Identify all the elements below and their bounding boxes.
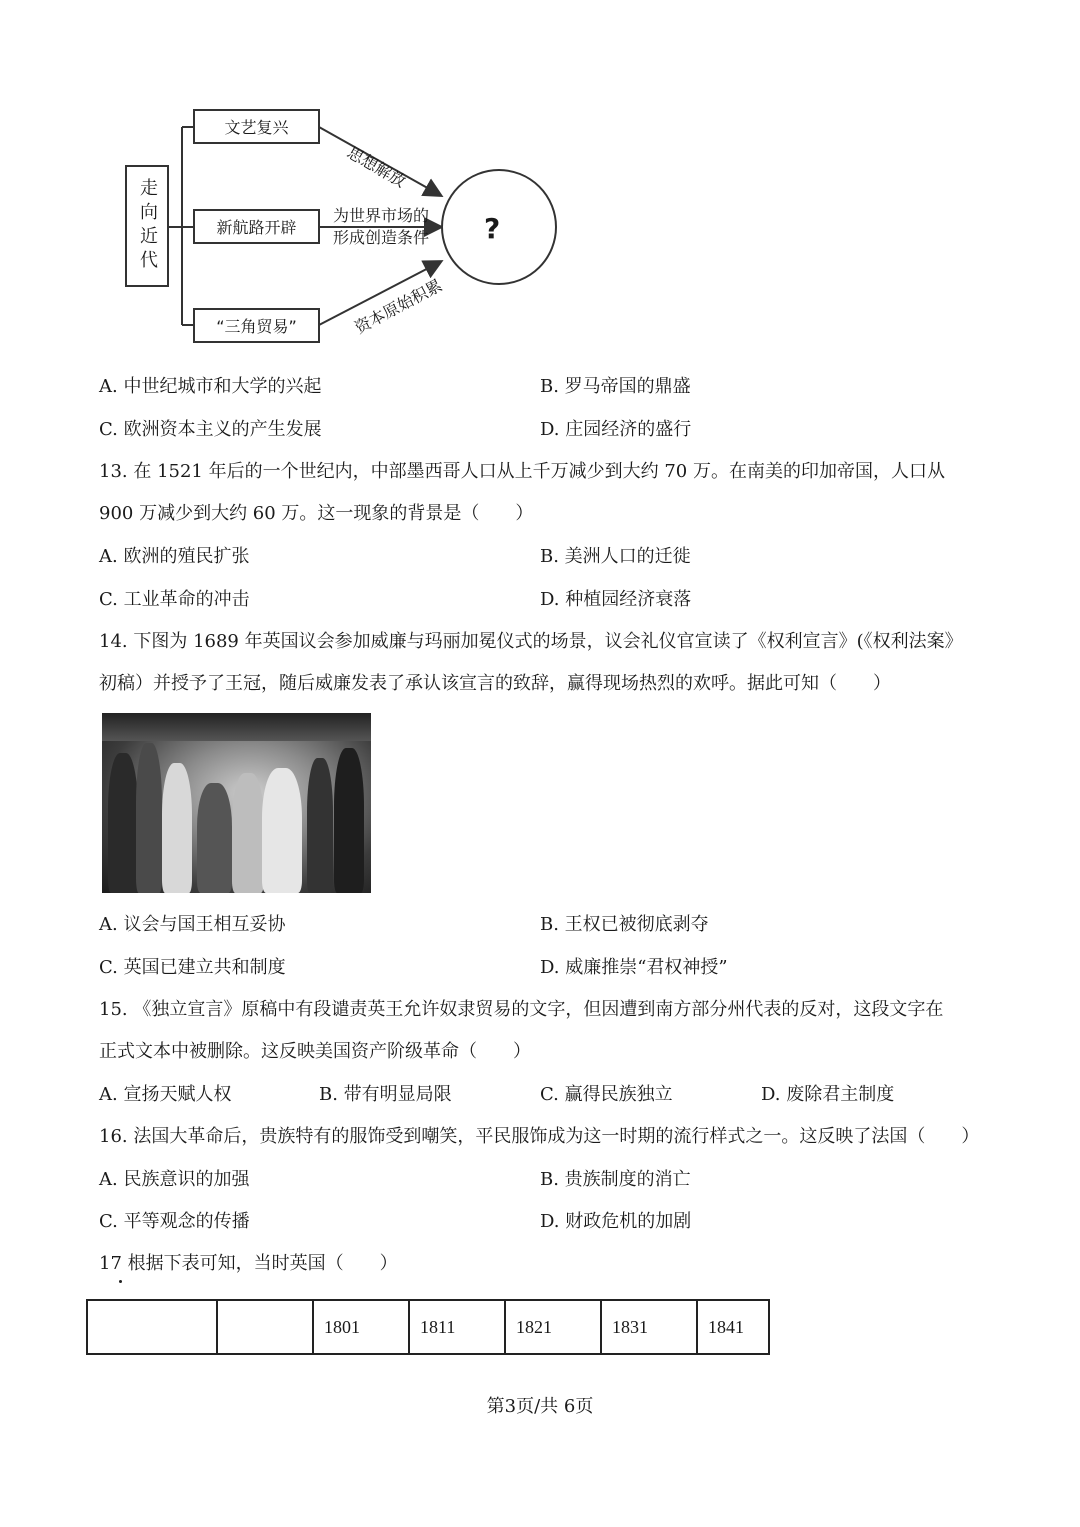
table-row <box>87 1300 769 1354</box>
q17-data-table <box>86 1299 770 1355</box>
arrow-mid-label-1: 为世界市场的 <box>333 206 430 225</box>
q16-option-b[interactable]: B. 贵族制度的消亡 <box>540 1169 691 1190</box>
box-triangle-trade <box>193 308 320 343</box>
arrow-bottom-label: 资本原始积累 <box>351 275 446 338</box>
q14-option-a[interactable]: A. 议会与国王相互妥协 <box>99 914 286 935</box>
q16-option-a[interactable]: A. 民族意识的加强 <box>99 1169 250 1190</box>
center-box-toward-modern <box>125 165 169 287</box>
box-renaissance-label: 文艺复兴 <box>224 118 289 137</box>
table-header-cell <box>217 1300 313 1354</box>
q13-stem-line-2: 900 万减少到大约 60 万。这一现象的背景是（ ） <box>99 503 534 524</box>
table-header-cell: 1831 <box>601 1300 697 1354</box>
coronation-engraving-image <box>102 713 371 893</box>
table-header-cell: 1841 <box>697 1300 769 1354</box>
table-header-cell: 1801 <box>313 1300 409 1354</box>
arrow-top-label: 思想解放 <box>344 142 409 192</box>
q14-option-c[interactable]: C. 英国已建立共和制度 <box>99 957 286 978</box>
q14-stem-line-1: 14. 下图为 1689 年英国议会参加威廉与玛丽加冕仪式的场景，议会礼仪官宣读了《权利宣言》(《权利法案》 <box>99 631 963 652</box>
q12-option-b[interactable]: B. 罗马帝国的鼎盛 <box>540 376 691 397</box>
q15-stem-line-1: 15. 《独立宣言》原稿中有段谴责英王允许奴隶贸易的文字，但因遭到南方部分州代表的反对，这段文字在 <box>99 999 944 1020</box>
box-triangle-trade-label: “三角贸易” <box>216 317 297 336</box>
center-box-label: 走向近代 <box>137 178 158 274</box>
table-header-cell: 1811 <box>409 1300 505 1354</box>
arrow-mid-label-2: 形成创造条件 <box>333 228 430 247</box>
q12-option-d[interactable]: D. 庄园经济的盛行 <box>540 419 692 440</box>
box-new-routes-label: 新航路开辟 <box>216 218 297 237</box>
q14-option-d[interactable]: D. 威廉推崇“君权神授” <box>540 957 728 978</box>
q13-option-c[interactable]: C. 工业革命的冲击 <box>99 589 250 610</box>
q15-option-a[interactable]: A. 宣扬天赋人权 <box>99 1084 232 1105</box>
q12-option-c[interactable]: C. 欧洲资本主义的产生发展 <box>99 419 322 440</box>
table-header-cell: 1821 <box>505 1300 601 1354</box>
q13-option-d[interactable]: D. 种植园经济衰落 <box>540 589 692 610</box>
q17-stem-line-1: 17 根据下表可知，当时英国（ ） <box>99 1253 398 1274</box>
q14-option-b[interactable]: B. 王权已被彻底剥夺 <box>540 914 709 935</box>
q15-option-c[interactable]: C. 赢得民族独立 <box>540 1084 673 1105</box>
stray-dot <box>119 1280 122 1283</box>
q16-stem-line-1: 16. 法国大革命后，贵族特有的服饰受到嘲笑，平民服饰成为这一时期的流行样式之一。这反映了法国（ ） <box>99 1126 980 1147</box>
q16-option-c[interactable]: C. 平等观念的传播 <box>99 1211 250 1232</box>
q12-option-a[interactable]: A. 中世纪城市和大学的兴起 <box>99 376 322 397</box>
q13-option-a[interactable]: A. 欧洲的殖民扩张 <box>99 546 250 567</box>
q13-option-b[interactable]: B. 美洲人口的迁徙 <box>540 546 691 567</box>
box-renaissance <box>193 109 320 144</box>
table-header-cell <box>87 1300 217 1354</box>
page-number-footer: 第3页/共 6页 <box>486 1396 594 1417</box>
q15-stem-line-2: 正式文本中被删除。这反映美国资产阶级革命（ ） <box>99 1041 531 1062</box>
q13-stem-line-1: 13. 在 1521 年后的一个世纪内，中部墨西哥人口从上千万减少到大约 70 万。在南美的印加帝国，人口从 <box>99 461 945 482</box>
concept-diagram <box>0 0 1080 360</box>
box-new-routes <box>193 209 320 244</box>
q14-stem-line-2: 初稿）并授予了王冠，随后威廉发表了承认该宣言的致辞，赢得现场热烈的欢呼。据此可知（ ） <box>99 673 891 694</box>
q15-option-b[interactable]: B. 带有明显局限 <box>319 1084 452 1105</box>
question-mark-circle-label: ? <box>484 212 501 245</box>
q16-option-d[interactable]: D. 财政危机的加剧 <box>540 1211 692 1232</box>
q15-option-d[interactable]: D. 废除君主制度 <box>761 1084 895 1105</box>
